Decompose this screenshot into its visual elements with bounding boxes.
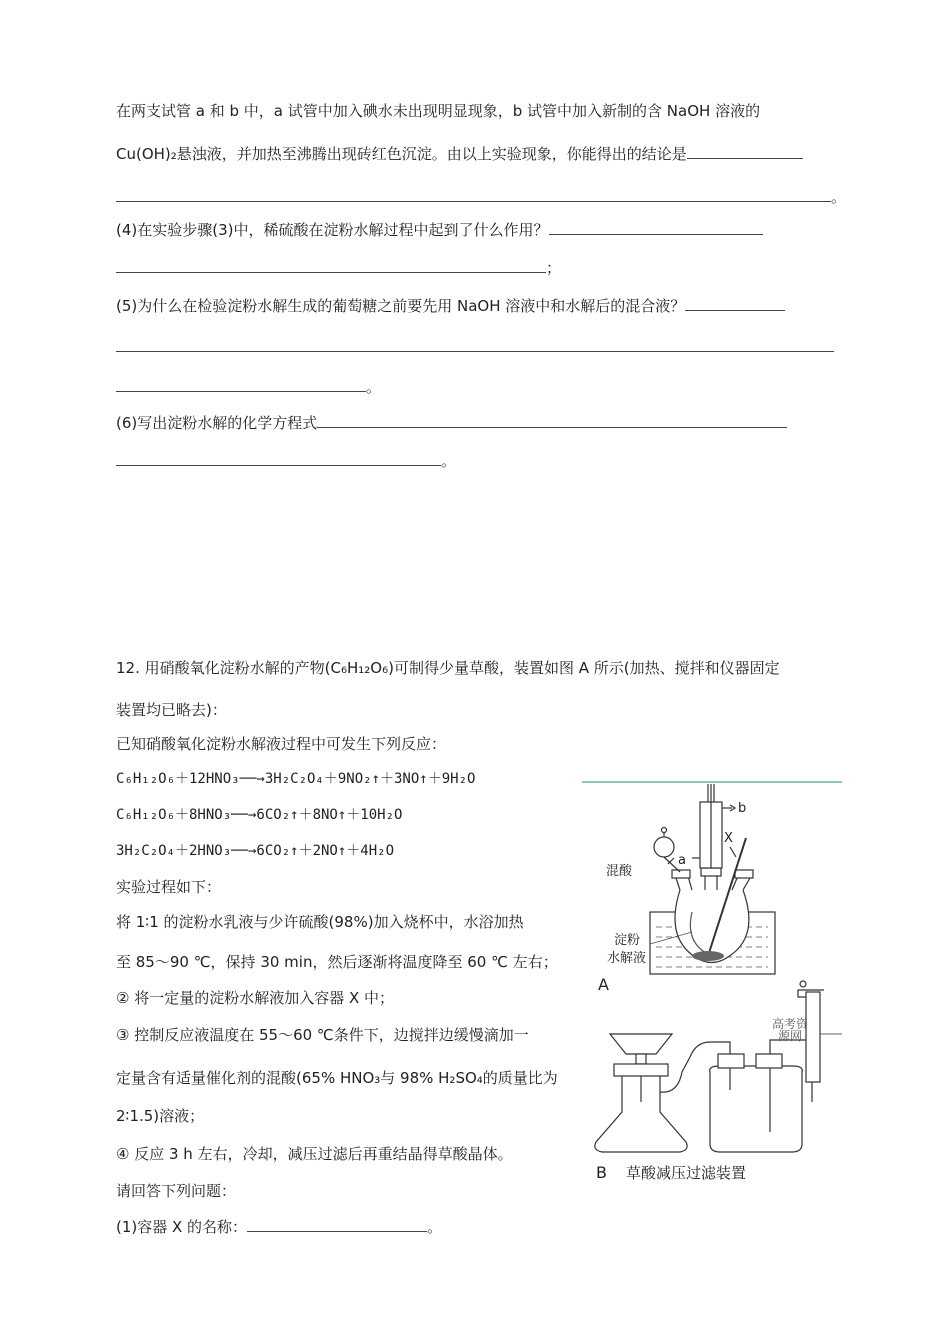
dropping-funnel <box>654 837 674 857</box>
q11-text-line1: 在两支试管 a 和 b 中，a 试管中加入碘水未出现明显现象，b 试管中加入新制的含 NaOH 溶液的 <box>116 102 761 120</box>
safety-bottle <box>710 1066 803 1152</box>
answer-blank[interactable] <box>247 1216 427 1232</box>
question-4 <box>116 219 763 240</box>
q11-text-line2 <box>116 143 803 164</box>
answer-blank[interactable] <box>317 412 787 428</box>
label-x: X <box>724 831 733 846</box>
q12-intro-line2: 装置均已略去)： <box>116 701 227 719</box>
label-b: b <box>738 801 747 816</box>
question-6-cont <box>116 450 456 471</box>
answer-blank[interactable] <box>116 450 441 466</box>
period-mark: 。 <box>831 188 847 206</box>
q12-known-reactions: 已知硝酸氧化淀粉水解液过程中可发生下列反应： <box>116 735 447 753</box>
label-starch-2: 水解液 <box>607 951 647 966</box>
answer-blank[interactable] <box>687 143 803 159</box>
period-mark: 。 <box>366 378 382 396</box>
question-1-text: (1)容器 X 的名称： <box>116 1218 248 1236</box>
figure-a-label: A <box>598 975 609 994</box>
answer-blank[interactable] <box>116 376 366 392</box>
step-3-line2: 定量含有适量催化剂的混酸(65% HNO₃与 98% H₂SO₄的质量比为 <box>116 1069 558 1087</box>
period-mark: 。 <box>441 452 457 470</box>
watermark-line2: 源网 <box>778 1029 803 1043</box>
step-4: ④ 反应 3 h 左右，冷却，减压过滤后再重结晶得草酸晶体。 <box>116 1145 513 1163</box>
figure-b <box>595 981 842 1152</box>
buchner-funnel <box>610 1034 672 1054</box>
question-5-end <box>116 376 381 397</box>
figure-a <box>650 784 775 974</box>
reaction-2: C₆H₁₂O₆＋8HNO₃──→6CO₂↑＋8NO↑＋10H₂O <box>116 807 403 823</box>
answer-blank[interactable] <box>116 257 546 273</box>
question-6-text: (6)写出淀粉水解的化学方程式 <box>116 414 318 432</box>
aspirator-pump <box>806 992 820 1082</box>
question-5 <box>116 295 785 316</box>
process-heading: 实验过程如下： <box>116 878 222 896</box>
question-5-cont <box>116 336 834 357</box>
answer-blank[interactable] <box>685 295 785 311</box>
period-mark: 。 <box>427 1218 443 1236</box>
answer-blank[interactable] <box>116 186 831 202</box>
q11-conclusion-line <box>116 186 846 207</box>
label-starch-1: 淀粉 <box>614 933 641 948</box>
question-4-cont <box>116 257 561 278</box>
question-6 <box>116 412 787 433</box>
apparatus-figure <box>580 772 845 1192</box>
watermark-line1: 高考资 <box>772 1017 809 1031</box>
answer-blank[interactable] <box>116 336 834 352</box>
label-mixed-acid: 混酸 <box>606 864 633 879</box>
question-1 <box>116 1216 442 1237</box>
answer-blank[interactable] <box>549 219 763 235</box>
reaction-3: 3H₂C₂O₄＋2HNO₃──→6CO₂↑＋2NO↑＋4H₂O <box>116 843 395 859</box>
semicolon-mark: ； <box>546 259 562 277</box>
answer-heading: 请回答下列问题： <box>116 1182 237 1200</box>
question-4-text: (4)在实验步骤(3)中，稀硫酸在淀粉水解过程中起到了什么作用？ <box>116 221 549 239</box>
q11-text-line2-body: Cu(OH)₂悬浊液，并加热至沸腾出现砖红色沉淀。由以上实验现象，你能得出的结论是 <box>116 145 687 163</box>
step-3-line3: 2∶1.5)溶液； <box>116 1107 205 1125</box>
step-3-line1: ③ 控制反应液温度在 55～60 ℃条件下，边搅拌边缓慢滴加一 <box>116 1026 529 1044</box>
question-5-text: (5)为什么在检验淀粉水解生成的葡萄糖之前要先用 NaOH 溶液中和水解后的混合液？ <box>116 297 686 315</box>
q12-intro-line1: 12. 用硝酸氧化淀粉水解的产物(C₆H₁₂O₆)可制得少量草酸，装置如图 A 所示(加热、搅拌和仪器固定 <box>116 659 780 677</box>
step-1-line2: 至 85～90 ℃，保持 30 min，然后逐渐将温度降至 60 ℃ 左右； <box>116 953 558 971</box>
label-a: a <box>678 853 686 868</box>
figure-b-caption: 草酸减压过滤装置 <box>626 1164 747 1182</box>
step-1-line1: 将 1∶1 的淀粉水乳液与少许硫酸(98%)加入烧杯中，水浴加热 <box>116 913 524 931</box>
reaction-1: C₆H₁₂O₆＋12HNO₃──→3H₂C₂O₄＋9NO₂↑＋3NO↑＋9H₂O <box>116 771 476 787</box>
figure-b-label: B <box>596 1163 607 1182</box>
step-2: ② 将一定量的淀粉水解液加入容器 X 中； <box>116 989 395 1007</box>
